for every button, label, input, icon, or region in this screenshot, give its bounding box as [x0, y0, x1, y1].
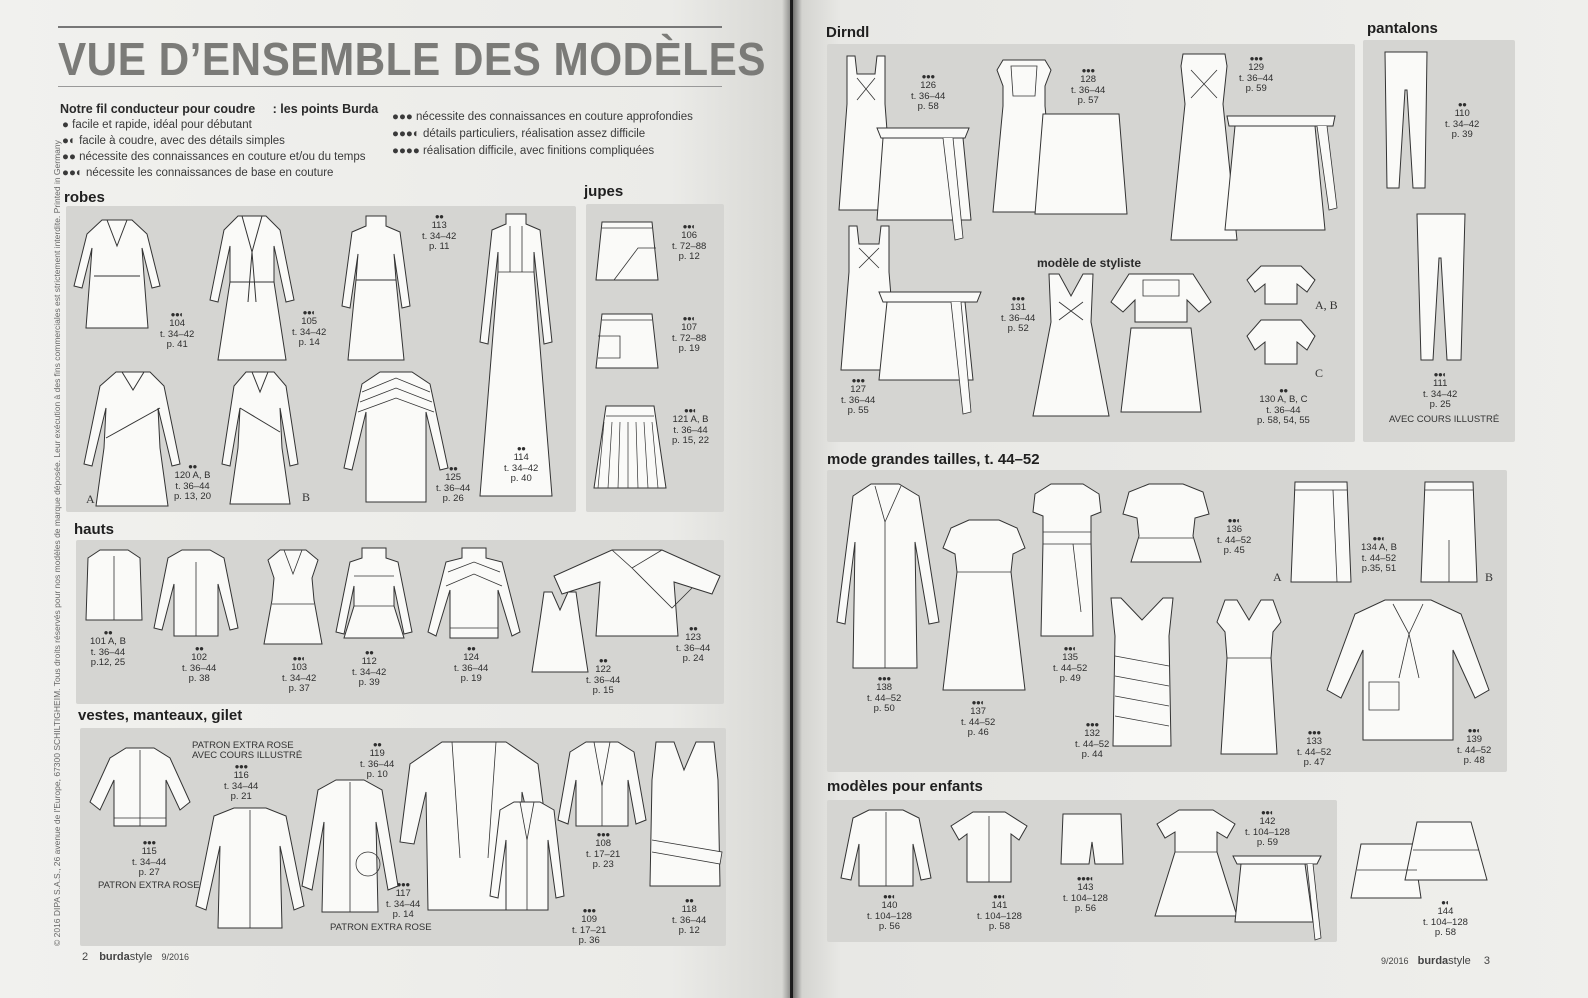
label-104: ●●◐ 104 t. 34–42 p. 41	[160, 310, 195, 350]
dress-120a-drawing	[84, 368, 184, 510]
top-103-drawing	[262, 548, 324, 648]
apron-142-drawing	[1229, 852, 1325, 944]
copyright-vertical	[46, 96, 66, 946]
label-142: ●●◐ 142 t. 104–128 p. 59	[1245, 808, 1290, 848]
apron-129-drawing	[1221, 110, 1341, 240]
page-gutter	[782, 0, 802, 998]
label-141: ●●◐ 141 t. 104–128 p. 58	[977, 892, 1022, 932]
label-131: ●●● 131 t. 36–44 p. 52	[1001, 294, 1036, 334]
letter-c-130: C	[1315, 366, 1324, 380]
label-103: ●●◐ 103 t. 34–42 p. 37	[282, 654, 317, 694]
jacket-115-drawing	[88, 746, 192, 832]
letter-a-120: A	[86, 492, 95, 506]
coat-117-drawing	[300, 778, 400, 916]
letter-b-134: B	[1485, 570, 1494, 584]
legend-line-1: ● facile et rapide, idéal pour débutant	[62, 119, 252, 131]
label-135: ●●◐ 135 t. 44–52 p. 49	[1053, 644, 1088, 684]
label-144: ●◐ 144 t. 104–128 p. 58	[1423, 898, 1468, 938]
blouse-141-drawing	[947, 810, 1031, 886]
dress-120b-drawing	[220, 368, 300, 508]
skirt-107-drawing	[594, 310, 660, 372]
note-patron-116: PATRON EXTRA ROSE	[192, 740, 294, 751]
label-126: ●●● 126 t. 36–44 p. 58	[911, 72, 946, 112]
pants-110-drawing	[1381, 50, 1431, 192]
skirt-106-drawing	[594, 218, 660, 284]
jacket-109-drawing	[488, 800, 566, 914]
label-128: ●●● 128 t. 36–44 p. 57	[1071, 66, 1106, 106]
label-101: ●● 101 A, B t. 36–44 p.12, 25	[90, 628, 126, 668]
dress-113-drawing	[340, 214, 412, 364]
label-110: ●● 110 t. 34–42 p. 39	[1445, 100, 1480, 140]
legend-line-3: ●● nécessite des connaissances en couture et/ou du temps	[62, 151, 366, 163]
letter-ab-130: A, B	[1315, 298, 1338, 312]
section-enfants-title: modèles pour enfants	[827, 778, 983, 795]
label-138: ●●● 138 t. 44–52 p. 50	[867, 674, 902, 714]
footer-right-issue: 9/2016	[1381, 956, 1409, 966]
page-title: VUE D’ENSEMBLE DES MODÈLES	[58, 33, 766, 85]
dress-105-drawing	[208, 212, 296, 364]
label-112: ●● 112 t. 34–42 p. 39	[352, 648, 387, 688]
label-109: ●●● 109 t. 17–21 p. 36	[572, 906, 607, 946]
jacket-140-drawing	[839, 808, 933, 890]
label-108: ●●● 108 t. 17–21 p. 23	[586, 830, 621, 870]
label-102: ●● 102 t. 36–44 p. 38	[182, 644, 217, 684]
label-120: ●● 120 A, B t. 36–44 p. 13, 20	[174, 462, 211, 502]
blouse-apron-131-drawing	[1107, 272, 1215, 420]
coat-138-drawing	[835, 482, 941, 672]
label-130: ●● 130 A, B, C t. 36–44 p. 58, 54, 55	[1257, 386, 1310, 426]
label-143: ●●●◐ 143 t. 104–128 p. 56	[1063, 874, 1108, 914]
footer-left-brand-bold: burda	[99, 951, 130, 963]
footer-left	[82, 951, 189, 963]
top-124-drawing	[424, 546, 524, 642]
label-119: ●● 119 t. 36–44 p. 10	[360, 740, 395, 780]
shorts-143-drawing	[1059, 812, 1125, 868]
styliste-title: modèle de styliste	[1037, 256, 1142, 270]
section-grandes-title: mode grandes tailles, t. 44–52	[827, 451, 1040, 468]
section-robes-title: robes	[64, 189, 105, 206]
label-122: ●● 122 t. 36–44 p. 15	[586, 656, 621, 696]
label-127: ●●● 127 t. 36–44 p. 55	[841, 376, 876, 416]
skirt-121-drawing	[592, 402, 668, 492]
coat-139-drawing	[1323, 598, 1493, 744]
label-140: ●●◐ 140 t. 104–128 p. 56	[867, 892, 912, 932]
label-106: ●●◐ 106 t. 72–88 p. 12	[672, 222, 707, 262]
letter-a-134: A	[1273, 570, 1282, 584]
gilet-118-drawing	[644, 740, 726, 890]
coat-116-drawing	[194, 806, 306, 932]
title-rule-bottom	[58, 86, 722, 87]
legend-line-7: ●●●● réalisation difficile, avec finitions compliquées	[392, 145, 655, 157]
footer-left-issue: 9/2016	[161, 952, 189, 962]
apron-127-drawing	[875, 288, 985, 418]
footer-left-page-number: 2	[82, 951, 89, 963]
legend-line-2: ●◐ facile à coudre, avec des détails simples	[62, 135, 285, 147]
section-dirndl-title: Dirndl	[826, 24, 870, 41]
label-132: ●●● 132 t. 44–52 p. 44	[1075, 720, 1110, 760]
label-118: ●● 118 t. 36–44 p. 12	[672, 896, 707, 936]
label-129: ●●● 129 t. 36–44 p. 59	[1239, 54, 1274, 94]
note-cours-116: AVEC COURS ILLUSTRÉ	[192, 750, 303, 761]
dirndl-131-drawing	[1029, 272, 1113, 420]
title-rule-top	[58, 26, 722, 28]
dress-133-drawing	[1211, 598, 1287, 758]
footer-right-brand: style	[1448, 955, 1471, 967]
section-vestes-title: vestes, manteaux, gilet	[78, 707, 243, 724]
top-112-drawing	[332, 546, 416, 646]
right-page	[793, 0, 1588, 998]
legend-line-4: ●●◐ nécessite les connaissances de base en couture	[62, 167, 334, 179]
label-116: ●●● 116 t. 34–44 p. 21	[224, 762, 259, 802]
label-124: ●● 124 t. 36–44 p. 19	[454, 644, 489, 684]
dress-135-drawing	[1029, 482, 1105, 640]
section-pantalons-title: pantalons	[1367, 20, 1438, 37]
skirt-134a-drawing	[1289, 480, 1353, 586]
label-105: ●●◐ 105 t. 34–42 p. 14	[292, 308, 327, 348]
top-102-drawing	[152, 548, 240, 640]
note-cours-111: AVEC COURS ILLUSTRÉ	[1389, 414, 1500, 425]
section-hauts-title: hauts	[74, 521, 115, 538]
section-jupes-title: jupes	[584, 183, 624, 200]
note-patron-117: PATRON EXTRA ROSE	[330, 922, 432, 933]
footer-right	[1381, 955, 1490, 967]
label-136: ●●◐ 136 t. 44–52 p. 45	[1217, 516, 1252, 556]
blouse-130a-drawing	[1245, 264, 1317, 308]
label-117: ●●● 117 t. 34–44 p. 14	[386, 880, 421, 920]
skirt-144-drawing	[1347, 818, 1491, 900]
footer-right-brand-bold: burda	[1417, 955, 1449, 967]
jacket-108-drawing	[556, 740, 648, 830]
letter-b-120: B	[302, 490, 311, 504]
blouse-130c-drawing	[1245, 318, 1317, 368]
label-107: ●●◐ 107 t. 72–88 p. 19	[672, 314, 707, 354]
dress-137-drawing	[939, 518, 1029, 694]
apron-128-drawing	[1033, 108, 1129, 218]
top-136-drawing	[1121, 482, 1211, 566]
legend-line-6: ●●●◐ détails particuliers, réalisation assez difficile	[392, 128, 646, 140]
copyright-text: © 2016 DIPA S.A.S., 26 avenue de l'Europe, 67300 SCHILTIGHEIM. Tous droits réservés pour nos modèles de marque déposée. Leur exécution à des fins commerciales est strictement interdite. Printed in Germany	[52, 140, 62, 946]
label-114: ●● 114 t. 34–42 p. 40	[504, 444, 539, 484]
legend-line-5: ●●● nécessite des connaissances en couture approfondies	[392, 111, 693, 123]
footer-right-page-number: 3	[1483, 955, 1490, 967]
label-125: ●● 125 t. 36–44 p. 26	[436, 464, 471, 504]
dress-142-drawing	[1153, 808, 1239, 920]
top-101-drawing	[84, 548, 144, 624]
label-139: ●●◐ 139 t. 44–52 p. 48	[1457, 726, 1492, 766]
note-patron-115: PATRON EXTRA ROSE	[98, 880, 200, 891]
label-111: ●●◐ 111 t. 34–42 p. 25	[1423, 370, 1458, 410]
pants-111-drawing	[1413, 212, 1469, 364]
dress-104-drawing	[72, 216, 162, 334]
label-115: ●●● 115 t. 34–44 p. 27	[132, 838, 167, 878]
label-137: ●●◐ 137 t. 44–52 p. 46	[961, 698, 996, 738]
label-123: ●● 123 t. 36–44 p. 24	[676, 624, 711, 664]
skirt-134b-drawing	[1419, 480, 1479, 586]
label-134: ●●◐ 134 A, B t. 44–52 p.35, 51	[1361, 534, 1397, 574]
legend-heading	[60, 102, 378, 116]
label-113: ●● 113 t. 34–42 p. 11	[422, 212, 457, 252]
label-121: ●●◐ 121 A, B t. 36–44 p. 15, 22	[672, 406, 709, 446]
legend-heading-text: Notre fil conducteur pour coudre	[60, 102, 256, 116]
dress-132-drawing	[1099, 596, 1185, 750]
legend-heading-points: : les points Burda	[272, 102, 379, 116]
footer-left-brand: style	[129, 951, 153, 963]
label-133: ●●● 133 t. 44–52 p. 47	[1297, 728, 1332, 768]
left-page	[0, 0, 790, 998]
